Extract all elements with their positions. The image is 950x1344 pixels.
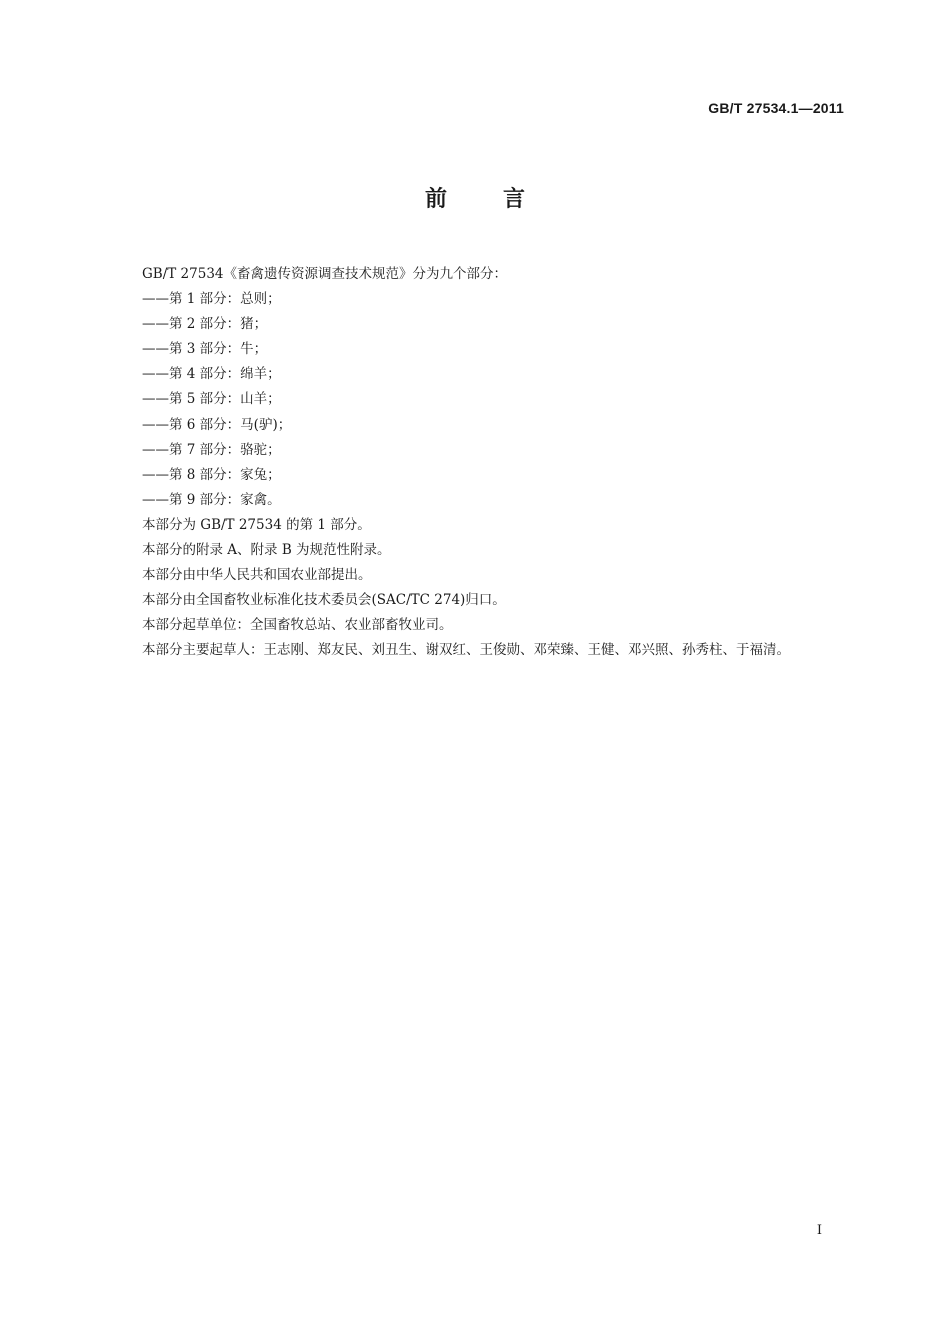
list-item: ——第 2 部分：猪； [142, 316, 268, 333]
statement-paragraph: 本部分起草单位：全国畜牧总站、农业部畜牧业司。 [142, 617, 453, 634]
list-item: ——第 9 部分：家禽。 [142, 491, 281, 508]
foreword-body [108, 262, 846, 664]
list-item: ——第 3 部分：牛； [142, 341, 268, 358]
statement-paragraph: 本部分的附录 A、附录 B 为规范性附录。 [142, 542, 391, 559]
drafters-paragraph: 本部分主要起草人：王志刚、郑友民、刘丑生、谢双红、王俊勋、邓荣臻、王健、邓兴照、孙秀柱、于福清。 [142, 642, 790, 659]
page-title: 前言 [424, 187, 581, 212]
list-item: ——第 4 部分：绵羊； [142, 366, 281, 383]
statement-paragraph: 本部分由中华人民共和国农业部提出。 [142, 567, 372, 584]
statement-paragraph: 本部分由全国畜牧业标准化技术委员会(SAC/TC 274)归口。 [142, 592, 506, 609]
list-item: ——第 5 部分：山羊； [142, 391, 281, 408]
list-item: ——第 7 部分：骆驼； [142, 441, 281, 458]
list-item: ——第 6 部分：马(驴)； [142, 416, 292, 433]
page-number: I [816, 1223, 822, 1238]
statement-paragraph: 本部分为 GB/T 27534 的第 1 部分。 [142, 516, 371, 533]
intro-paragraph: GB/T 27534《畜禽遗传资源调查技术规范》分为九个部分： [142, 266, 507, 282]
list-item: ——第 8 部分：家兔； [142, 466, 281, 483]
parts-list [108, 287, 846, 513]
list-item: ——第 1 部分：总则； [142, 291, 281, 308]
standard-code: GB/T 27534.1—2011 [708, 100, 844, 116]
